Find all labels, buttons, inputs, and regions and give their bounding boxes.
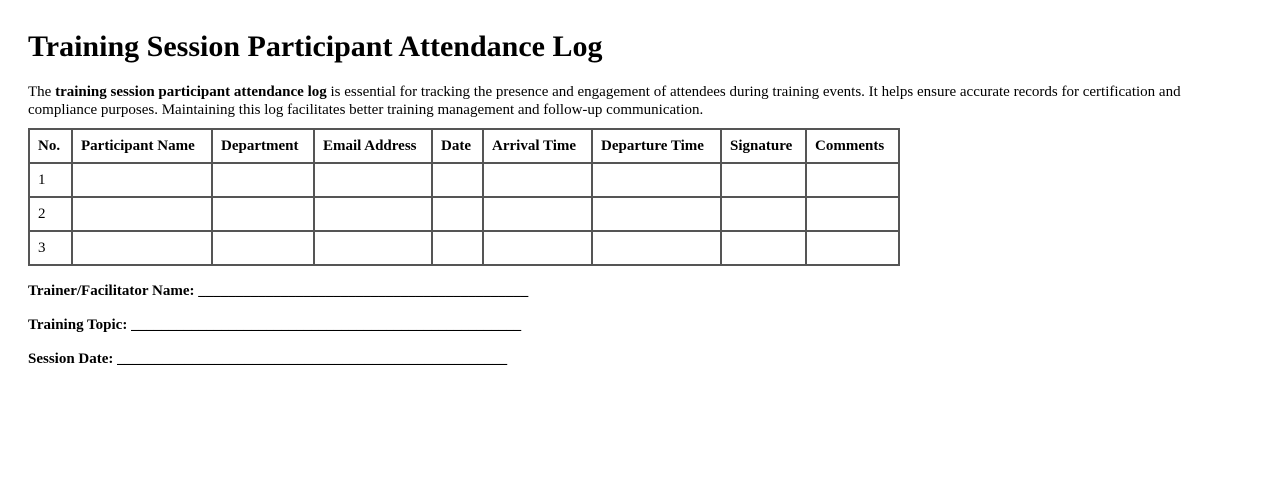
row-number-cell: 3	[29, 231, 72, 265]
table-cell	[212, 231, 314, 265]
header-email-address: Email Address	[314, 129, 432, 163]
header-signature: Signature	[721, 129, 806, 163]
intro-text: is essential for tracking the presence and engagement of attendees during training events. It helps ensure accurate records for certification and compliance purposes. Maintaining this log facilitates better training management and follow-up communication.	[28, 84, 1181, 118]
table-cell	[432, 163, 483, 197]
table-cell	[432, 197, 483, 231]
header-departure-time: Departure Time	[592, 129, 721, 163]
table-cell	[721, 163, 806, 197]
table-cell	[314, 163, 432, 197]
table-cell	[806, 231, 899, 265]
table-cell	[721, 197, 806, 231]
table-cell	[212, 163, 314, 197]
table-cell	[721, 231, 806, 265]
row-number-cell: 1	[29, 163, 72, 197]
header-date: Date	[432, 129, 483, 163]
attendance-table	[28, 128, 900, 266]
training-topic-field	[28, 316, 1250, 334]
trainer-name-field	[28, 282, 1250, 300]
table-header-row	[29, 129, 899, 163]
field-label: Session Date:	[28, 351, 114, 367]
table-cell	[483, 231, 592, 265]
table-cell	[212, 197, 314, 231]
header-arrival-time: Arrival Time	[483, 129, 592, 163]
table-cell	[314, 231, 432, 265]
field-label: Training Topic:	[28, 317, 128, 333]
trainer-name-blank: ____________________________________________	[198, 283, 529, 299]
intro-text: The	[28, 84, 56, 100]
table-cell	[483, 197, 592, 231]
header-department: Department	[212, 129, 314, 163]
table-cell	[72, 163, 212, 197]
table-cell	[432, 231, 483, 265]
table-cell	[592, 163, 721, 197]
table-cell	[806, 163, 899, 197]
intro-paragraph	[28, 83, 1250, 119]
table-row	[29, 163, 899, 197]
header-comments: Comments	[806, 129, 899, 163]
table-cell	[592, 231, 721, 265]
table-row	[29, 231, 899, 265]
session-date-field	[28, 350, 1250, 368]
table-cell	[72, 197, 212, 231]
table-cell	[314, 197, 432, 231]
table-row	[29, 197, 899, 231]
intro-bold-text: training session participant attendance log	[55, 84, 327, 100]
table-cell	[72, 231, 212, 265]
training-topic-blank: ____________________________________________________	[131, 317, 522, 333]
table-cell	[592, 197, 721, 231]
header-no: No.	[29, 129, 72, 163]
field-label: Trainer/Facilitator Name:	[28, 283, 195, 299]
table-cell	[806, 197, 899, 231]
session-date-blank: ____________________________________________________	[117, 351, 508, 367]
row-number-cell: 2	[29, 197, 72, 231]
table-cell	[483, 163, 592, 197]
header-participant-name: Participant Name	[72, 129, 212, 163]
page-title: Training Session Participant Attendance Log	[28, 30, 603, 63]
